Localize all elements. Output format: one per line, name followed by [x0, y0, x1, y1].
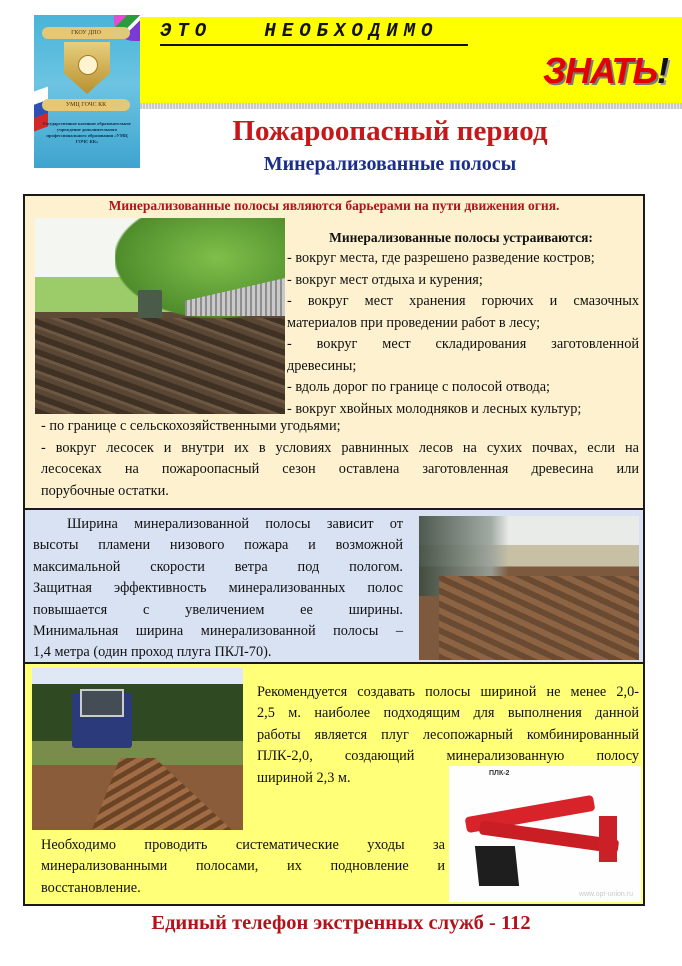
section-barriers	[23, 194, 645, 510]
plough-blade-shape	[475, 846, 519, 886]
znat-word: ЗНАТЬ	[543, 50, 657, 91]
list-item: - вокруг мест отдыха и курения;	[287, 271, 483, 288]
placement-list	[287, 248, 639, 420]
tractor-shape	[72, 693, 132, 748]
list-item: древесины;	[287, 357, 357, 374]
text-line: восстановление.	[41, 879, 141, 896]
burned-forest-photo	[419, 516, 639, 660]
text-line: максимальной скорости ветра под пологом.	[33, 558, 403, 575]
text-line: шириной 2,3 м.	[257, 769, 351, 786]
text-line: повышается с увеличением ее ширины.	[33, 601, 403, 618]
text-line: 1,4 метра (один проход плуга ПКЛ-70).	[33, 644, 272, 661]
soil-shape	[35, 318, 285, 414]
placement-list-continued	[41, 416, 639, 502]
znat-heading	[543, 50, 668, 92]
organization-logo	[34, 15, 140, 168]
section-headline: Минерализованные полосы являются барьерами на пути движения огня.	[108, 198, 560, 213]
tractor-shape	[138, 290, 162, 318]
list-item: - вокруг места, где разрешено разведение костров;	[287, 250, 595, 266]
tractor-cab-shape	[80, 689, 124, 717]
text-line: высоты пламени низового пожара и возможной	[33, 537, 403, 554]
coat-of-arms-icon	[78, 55, 98, 75]
banner-divider	[140, 103, 682, 109]
furrows-shape	[439, 576, 639, 660]
tractor-fence-photo	[35, 218, 285, 414]
text-line: Необходимо проводить систематические уходы за	[41, 837, 445, 853]
list-item: - вдоль дорог по границе с полосой отвода;	[287, 379, 551, 395]
text-line: Защитная эффективность минерализованных полос	[33, 580, 403, 597]
plough-plk2-photo	[449, 766, 641, 902]
page-title: Пожароопасный период	[232, 115, 548, 147]
maintenance-paragraph	[41, 835, 445, 899]
list-item: - по границе с сельскохозяйственными угодьями;	[41, 418, 341, 434]
logo-caption: Государственное казенное образовательное учреждение дополнительного профессионального образования «УМЦ ГОЧС КК»	[43, 121, 131, 144]
logo-ribbon-bottom: УМЦ ГОЧС КК	[42, 99, 130, 111]
list-item: материалов при проведении работ в лесу;	[287, 314, 541, 331]
text-line: Ширина минерализованной полосы зависит от	[67, 516, 403, 532]
list-item: - вокруг мест хранения горючих и смазочных	[287, 293, 639, 309]
text-line: ПЛК-2,0, создающий минерализованную полосу	[257, 748, 639, 765]
motto-text: ЭТО НЕОБХОДИМО	[160, 20, 468, 46]
emergency-phone-footer: Единый телефон экстренных служб - 112	[151, 912, 531, 934]
text-line: Минимальная ширина минерализованной полосы –	[33, 623, 403, 640]
image-watermark: www.opt-union.ru	[578, 891, 633, 898]
plough-post-shape	[599, 816, 617, 862]
list-title: Минерализованные полосы устраиваются:	[329, 230, 593, 245]
section-width	[23, 510, 645, 664]
logo-ribbon-top: ГКОУ ДПО	[42, 27, 130, 39]
list-item: - вокруг лесосек и внутри их в условиях равнинных лесов на сухих почвах, если на	[41, 439, 639, 456]
text-line: работы является плуг лесопожарный комбинированный	[257, 726, 639, 743]
list-item: порубочные остатки.	[41, 482, 169, 499]
text-line: Рекомендуется создавать полосы шириной не менее 2,0-	[257, 684, 639, 700]
list-item: - вокруг мест складирования заготовленной	[287, 336, 639, 352]
furrow-shape	[92, 758, 232, 830]
text-line: 2,5 м. наиболее подходящим для выполнения данной	[257, 705, 639, 722]
list-item: лесосеках на пожароопасный сезон оставлена заготовленная древесина или	[41, 461, 639, 477]
section-recommendation	[23, 664, 645, 906]
exclamation-mark: !	[657, 50, 668, 91]
text-line: минерализованными полосами, их подновление и	[41, 858, 445, 875]
plough-caption: ПЛК-2	[489, 770, 510, 777]
blue-tractor-photo	[32, 668, 243, 830]
width-paragraph	[33, 514, 403, 664]
page-subtitle: Минерализованные полосы	[263, 153, 517, 175]
list-item: - вокруг хвойных молодняков и лесных культур;	[287, 400, 582, 417]
